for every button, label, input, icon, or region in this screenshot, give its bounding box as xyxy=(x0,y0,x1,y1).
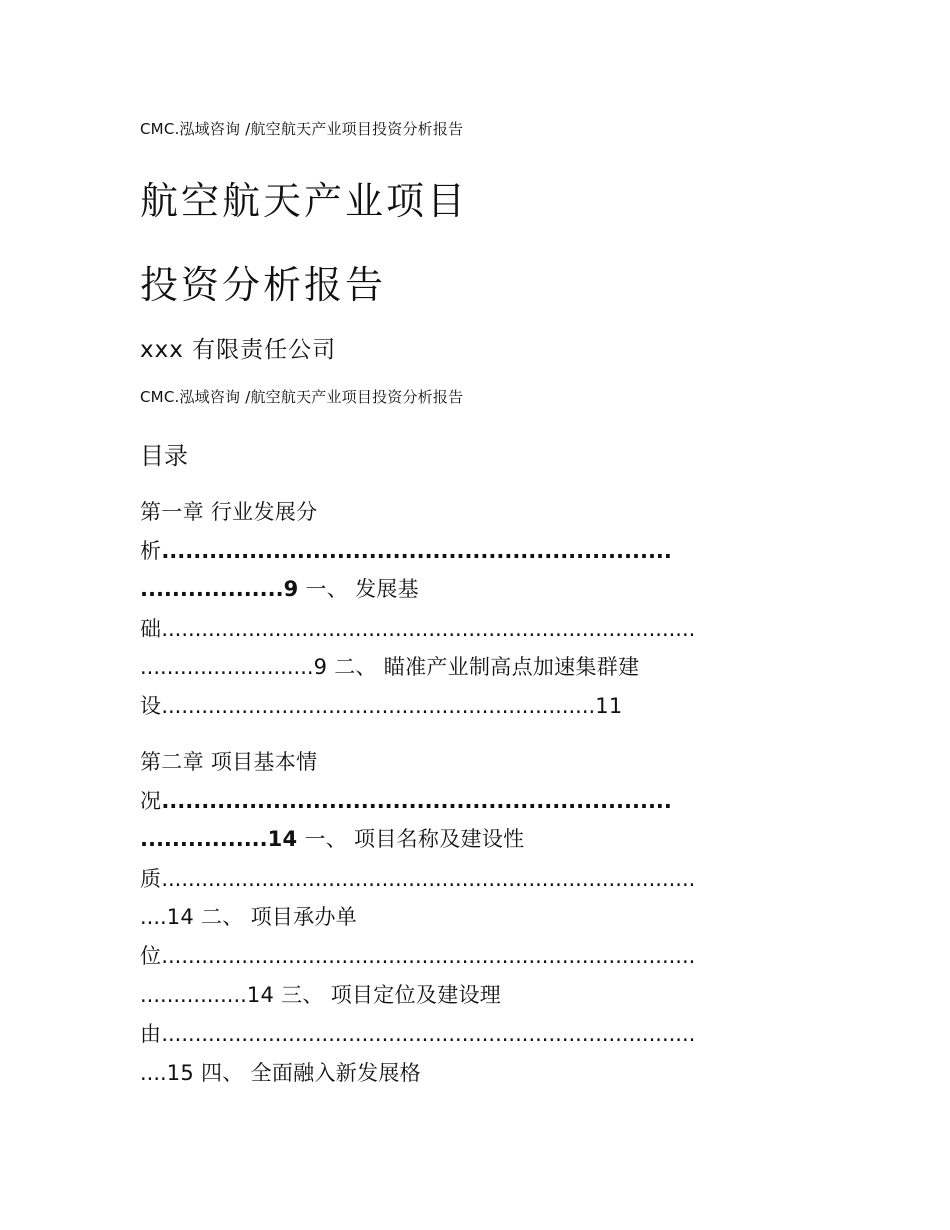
toc-entry-section-2-2[interactable] xyxy=(140,901,357,931)
company-name: xxx 有限责任公司 xyxy=(140,337,337,363)
toc-page-number: 11 xyxy=(595,694,623,718)
toc-entry-section-2-3-cont[interactable] xyxy=(140,1018,695,1048)
toc-page-number: 15 xyxy=(166,1061,195,1085)
running-header-1: CMC.泓域咨询 /航空航天产业项目投资分析报告 xyxy=(140,120,464,138)
toc-leader-dots: .................. xyxy=(140,577,284,601)
toc-leader-dots: ................................................................................ xyxy=(161,1022,696,1046)
running-header-2: CMC.泓域咨询 /航空航天产业项目投资分析报告 xyxy=(140,388,464,406)
toc-entry-section-1-2-cont[interactable] xyxy=(140,690,623,720)
toc-page-number: 9 xyxy=(283,577,299,601)
toc-entry-text: 设 xyxy=(140,694,162,718)
toc-entry-text: 质 xyxy=(140,867,162,891)
toc-entry-section-2-3[interactable] xyxy=(140,979,501,1009)
toc-entry-section-1-2[interactable] xyxy=(140,651,639,681)
toc-entry-text: 三、 项目定位及建设理 xyxy=(274,983,502,1007)
toc-entry-chapter-1[interactable] xyxy=(140,496,317,526)
toc-leader-dots: .......................... xyxy=(140,655,314,679)
toc-entry-text: 二、 瞄准产业制高点加速集群建 xyxy=(327,655,640,679)
toc-entry-section-2-2-cont[interactable] xyxy=(140,940,695,970)
toc-leader-dots: .... xyxy=(140,1061,167,1085)
toc-entry-text: 位 xyxy=(140,944,162,968)
toc-entry-text: 四、 全面融入新发展格 xyxy=(194,1061,421,1085)
toc-entry-text: 一、 项目名称及建设性 xyxy=(297,827,525,851)
toc-leader-dots: ................................................................................ xyxy=(161,944,696,968)
toc-leader-dots: ................ xyxy=(140,827,268,851)
toc-leader-dots: ................ xyxy=(140,983,247,1007)
toc-entry-chapter-2[interactable] xyxy=(140,746,317,776)
toc-page-number: 14 xyxy=(166,905,195,929)
toc-entry-text: 一、 发展基 xyxy=(298,577,419,601)
toc-entry-text: 由 xyxy=(140,1022,162,1046)
toc-entry-section-2-1-cont[interactable] xyxy=(140,863,695,893)
toc-entry-text: 况 xyxy=(140,789,162,813)
toc-leader-dots: ................................................................................ xyxy=(161,867,696,891)
toc-page-number: 9 xyxy=(313,655,328,679)
toc-entry-section-1-1[interactable] xyxy=(140,573,419,603)
toc-entry-chapter-2-cont[interactable] xyxy=(140,785,672,815)
toc-leader-dots: ................................................................ xyxy=(161,789,672,813)
toc-page-number: 14 xyxy=(267,827,298,851)
toc-leader-dots: ................................................................. xyxy=(161,694,596,718)
toc-page-number: 14 xyxy=(246,983,275,1007)
toc-heading: 目录 xyxy=(140,442,188,470)
toc-leader-dots: ................................................................................ xyxy=(161,617,696,641)
toc-entry-text: 第一章 行业发展分 xyxy=(140,500,318,524)
toc-entry-section-2-1[interactable] xyxy=(140,823,524,853)
toc-leader-dots: .... xyxy=(140,905,167,929)
toc-leader-dots: ................................................................ xyxy=(161,539,672,563)
toc-entry-section-2-4[interactable] xyxy=(140,1057,421,1087)
toc-entry-section-1-1-cont[interactable] xyxy=(140,613,695,643)
toc-entry-text: 析 xyxy=(140,539,162,563)
toc-entry-text: 第二章 项目基本情 xyxy=(140,750,318,774)
cover-title-line-2: 投资分析报告 xyxy=(140,263,387,307)
cover-title-line-1: 航空航天产业项目 xyxy=(140,179,469,223)
toc-entry-chapter-1-cont[interactable] xyxy=(140,535,672,565)
toc-entry-text: 二、 项目承办单 xyxy=(194,905,358,929)
toc-entry-text: 础 xyxy=(140,617,162,641)
